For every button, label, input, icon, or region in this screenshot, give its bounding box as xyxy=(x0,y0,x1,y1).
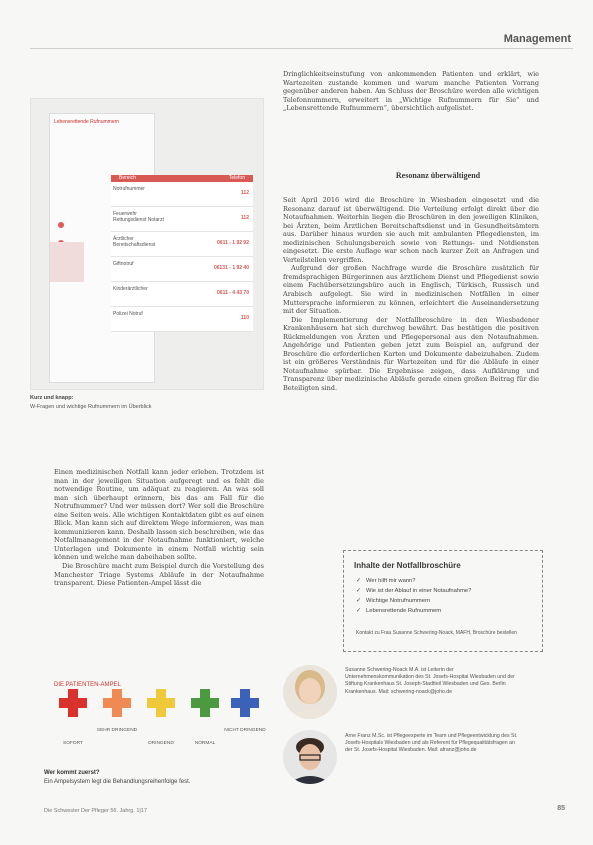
list-item-text: Wer hilft mir wann? xyxy=(366,578,416,584)
ampel-label: SOFORT xyxy=(63,741,83,746)
list-item xyxy=(356,608,471,614)
qa-answer: Ein Ampelsystem legt die Behandlungsreihenfolge fest. xyxy=(44,779,191,785)
ampel-label: SEHR DRINGEND xyxy=(96,728,138,733)
row-number: 0611 - 1 92 92 xyxy=(217,240,249,246)
phone-table xyxy=(111,175,253,332)
row-label: Polizei Notruf xyxy=(113,311,143,317)
section-heading: Resonanz überwältigend xyxy=(395,171,481,180)
paragraph: Aufgrund der großen Nachfrage wurde die Broschüre zusätzlich für fremdsprachigen Bürgerinnen aus ärztlichem Dienst und Pflegedienst sowie einem Fachübersetzungsbüro auch in Englisch, Türkisch, Russisch und Arabisch aufgelegt. Sie wird in medizinischen Notfällen in einer Muttersprache informieren zu können, erleichtert die Auseinandersetzung mit der Situation. xyxy=(283,264,539,316)
check-icon: ✓ xyxy=(356,578,361,584)
table-row xyxy=(111,282,253,307)
row-number: 110 xyxy=(240,315,249,321)
check-icon: ✓ xyxy=(356,588,361,594)
ampel-label: DRINGEND xyxy=(148,741,174,746)
author-photo xyxy=(283,665,337,719)
green-cross-icon xyxy=(189,687,221,719)
blue-cross-icon xyxy=(229,687,261,719)
table-row xyxy=(111,207,253,232)
qa-question: Wer kommt zuerst? xyxy=(44,770,100,776)
author-photo xyxy=(283,730,337,784)
info-box-title: Inhalte der Notfallbroschüre xyxy=(354,561,461,570)
list-item-text: Wichtige Notrufnummern xyxy=(366,598,431,604)
row-number: 112 xyxy=(240,215,249,221)
row-label: Notrufnummer xyxy=(113,186,145,192)
orange-cross-icon xyxy=(101,687,133,719)
paragraph: Einen medizinischen Notfall kann jeder erleben. Trotzdem ist man in der jeweiligen Situation aufgeregt und es fehlt die notwendige Routine, um adäquat zu reagieren. An was soll man sich überhaupt erinnern, bis das am Fall für die Notrufnummer? Und wer müssen dort? Wer soll die Broschüre eine Seiten weis. Alle wichtigen Kontaktdaten gibt es auf einen Blick. Man kann sich auf direktem Wege informieren, was man kommunizieren kann. Deshalb lassen sich beschreiben, wie das Notfallmanagement in der Notaufnahme funktioniert, welche Unterlagen und Dokumente in einem Notfall wichtig sein können und welche man dabeihaben sollte. xyxy=(54,468,264,562)
table-header xyxy=(111,175,253,182)
card-title: Lebensrettende Rufnummern xyxy=(54,119,120,125)
article-column-right xyxy=(283,196,539,393)
table-header-cell: Bereich xyxy=(119,175,136,181)
row-number: 112 xyxy=(240,190,249,196)
row-label: Feuerwehr Rettungsdienst Notarzt xyxy=(113,211,164,223)
article-column-right-top xyxy=(283,70,539,113)
paragraph: Die Broschüre macht zum Beispiel durch die Vorstellung des Manchester Triage Systems Abläufe in der Notaufnahme transparent. Diese Patienten-Ampel lässt die xyxy=(54,562,264,588)
ampel-label: NORMAL xyxy=(194,741,216,746)
table-header-cell: Telefon xyxy=(228,175,245,181)
row-label: Giftnotruf xyxy=(113,261,134,267)
paragraph: Dringlichkeitseinstufung von ankommenden Patienten und erklärt, wie Wartezeiten zustande kommen und warum manche Patienten Vorrang gegenüber anderen haben. Am Schluss der Broschüre werden alle wichtigen Telefonnummern, erweitert in „Wichtige Rufnummern für Sie“ und „Lebensrettende Rufnummern“, übersichtlich aufgelistet. xyxy=(283,70,539,113)
row-number: 06131 - 1 92 40 xyxy=(213,265,249,271)
list-item-text: Lebensrettende Rufnummern xyxy=(366,608,442,614)
card-side-panel xyxy=(50,242,84,282)
ampel-title: DIE PATIENTEN-AMPEL xyxy=(54,682,121,688)
author-bio: Susanne Schwering-Noack M.A. ist Leiterin der Unternehmenskommunikation des St. Josefs-Hospital Wiesbaden und der Stiftung Krankenhaus St. Joseph-Stadtteil Wiesbaden und Ges. Berlin Krankenhaus. Mail: schwering-noack@joho.de xyxy=(345,667,515,695)
info-box xyxy=(343,550,543,652)
author-bio: Arne Franz M.Sc. ist Pflegeexperte im Team und Pflegeentwicklung des St. Josefs-Hospitals Wiesbaden und als Referent für Pflegequalitätsfragen an der St. Josefs-Hospital Wiesbaden. Mail: afranz@joho.de xyxy=(345,733,518,754)
figure-caption-title: Kurz und knapp: xyxy=(30,395,74,401)
red-cross-icon xyxy=(57,687,89,719)
list-item xyxy=(356,598,471,604)
list-item xyxy=(356,588,471,594)
list-item-text: Wie ist der Ablauf in einer Notaufnahme? xyxy=(366,588,472,594)
marker-dot xyxy=(58,222,64,228)
brochure-figure xyxy=(30,98,264,390)
paragraph: Seit April 2016 wird die Broschüre in Wiesbaden eingesetzt und die Resonanz darauf ist überwältigend. Die Verteilung erfolgt direkt über die Notaufnahmen. Weiterhin liegen die Broschüren in den jeweiligen Kliniken, bei Ärzten, beim Ärztlichen Bereitschaftsdienst und in Gesundheitsämtern aus. Darüber hinaus wurden sie auch mit ambulanten Pflegediensten, im medizinischen Schulungsbereich sowie von Rettungs- und Notdiensten eingesetzt. Die erste Auflage war schon nach kurzer Zeit an Anfragen und Verteilstellen vergriffen. xyxy=(283,196,539,264)
check-icon: ✓ xyxy=(356,608,361,614)
row-number: 0611 - 4 43 70 xyxy=(217,290,249,296)
section-header: Management xyxy=(503,33,571,45)
check-icon: ✓ xyxy=(356,598,361,604)
header-rule xyxy=(30,48,573,49)
info-box-list xyxy=(356,578,471,618)
list-item xyxy=(356,578,471,584)
yellow-cross-icon xyxy=(145,687,177,719)
article-column-left xyxy=(54,468,264,588)
paragraph: Die Implementierung der Notfallbroschüre in den Wiesbadener Krankenhäusern hat sich durchweg bewährt. Das bestätigen die positiven Rückmeldungen von Ärzten und Pflegepersonal aus den Notaufnahmen. Angehörige und Patienten geben jetzt zum Beispiel an, aufgrund der Broschüre die erforderlichen Karten und Dokumente dabeizuhaben. Zudem ist ein größeres Verständnis für Wartezeiten und für die Abläufe in einer Notaufnahme spürbar. Die Ergebnisse zeigen, dass Aufklärung und Transparenz über medizinische Abläufe gerade einen großen Beitrag für die Beteiligten sind. xyxy=(283,315,539,393)
table-row xyxy=(111,182,253,207)
page-number: 85 xyxy=(557,805,565,812)
ampel-label: NICHT DRINGEND xyxy=(224,728,266,733)
table-row xyxy=(111,232,253,257)
figure-caption-text: W-Fragen und wichtige Rufnummern im Überblick xyxy=(30,404,152,410)
table-row xyxy=(111,257,253,282)
table-row xyxy=(111,307,253,332)
info-box-footer: Kontakt zu Frau Susanne Schwering-Noack, MAFH, Broschüre bestellen xyxy=(356,630,517,636)
journal-footer: Die Schwester Der Pfleger 56. Jahrg. 1|17 xyxy=(44,808,147,814)
row-label: Kinderärztlicher xyxy=(113,286,148,292)
row-label: Ärztlicher Bereitschaftsdienst xyxy=(113,236,156,248)
